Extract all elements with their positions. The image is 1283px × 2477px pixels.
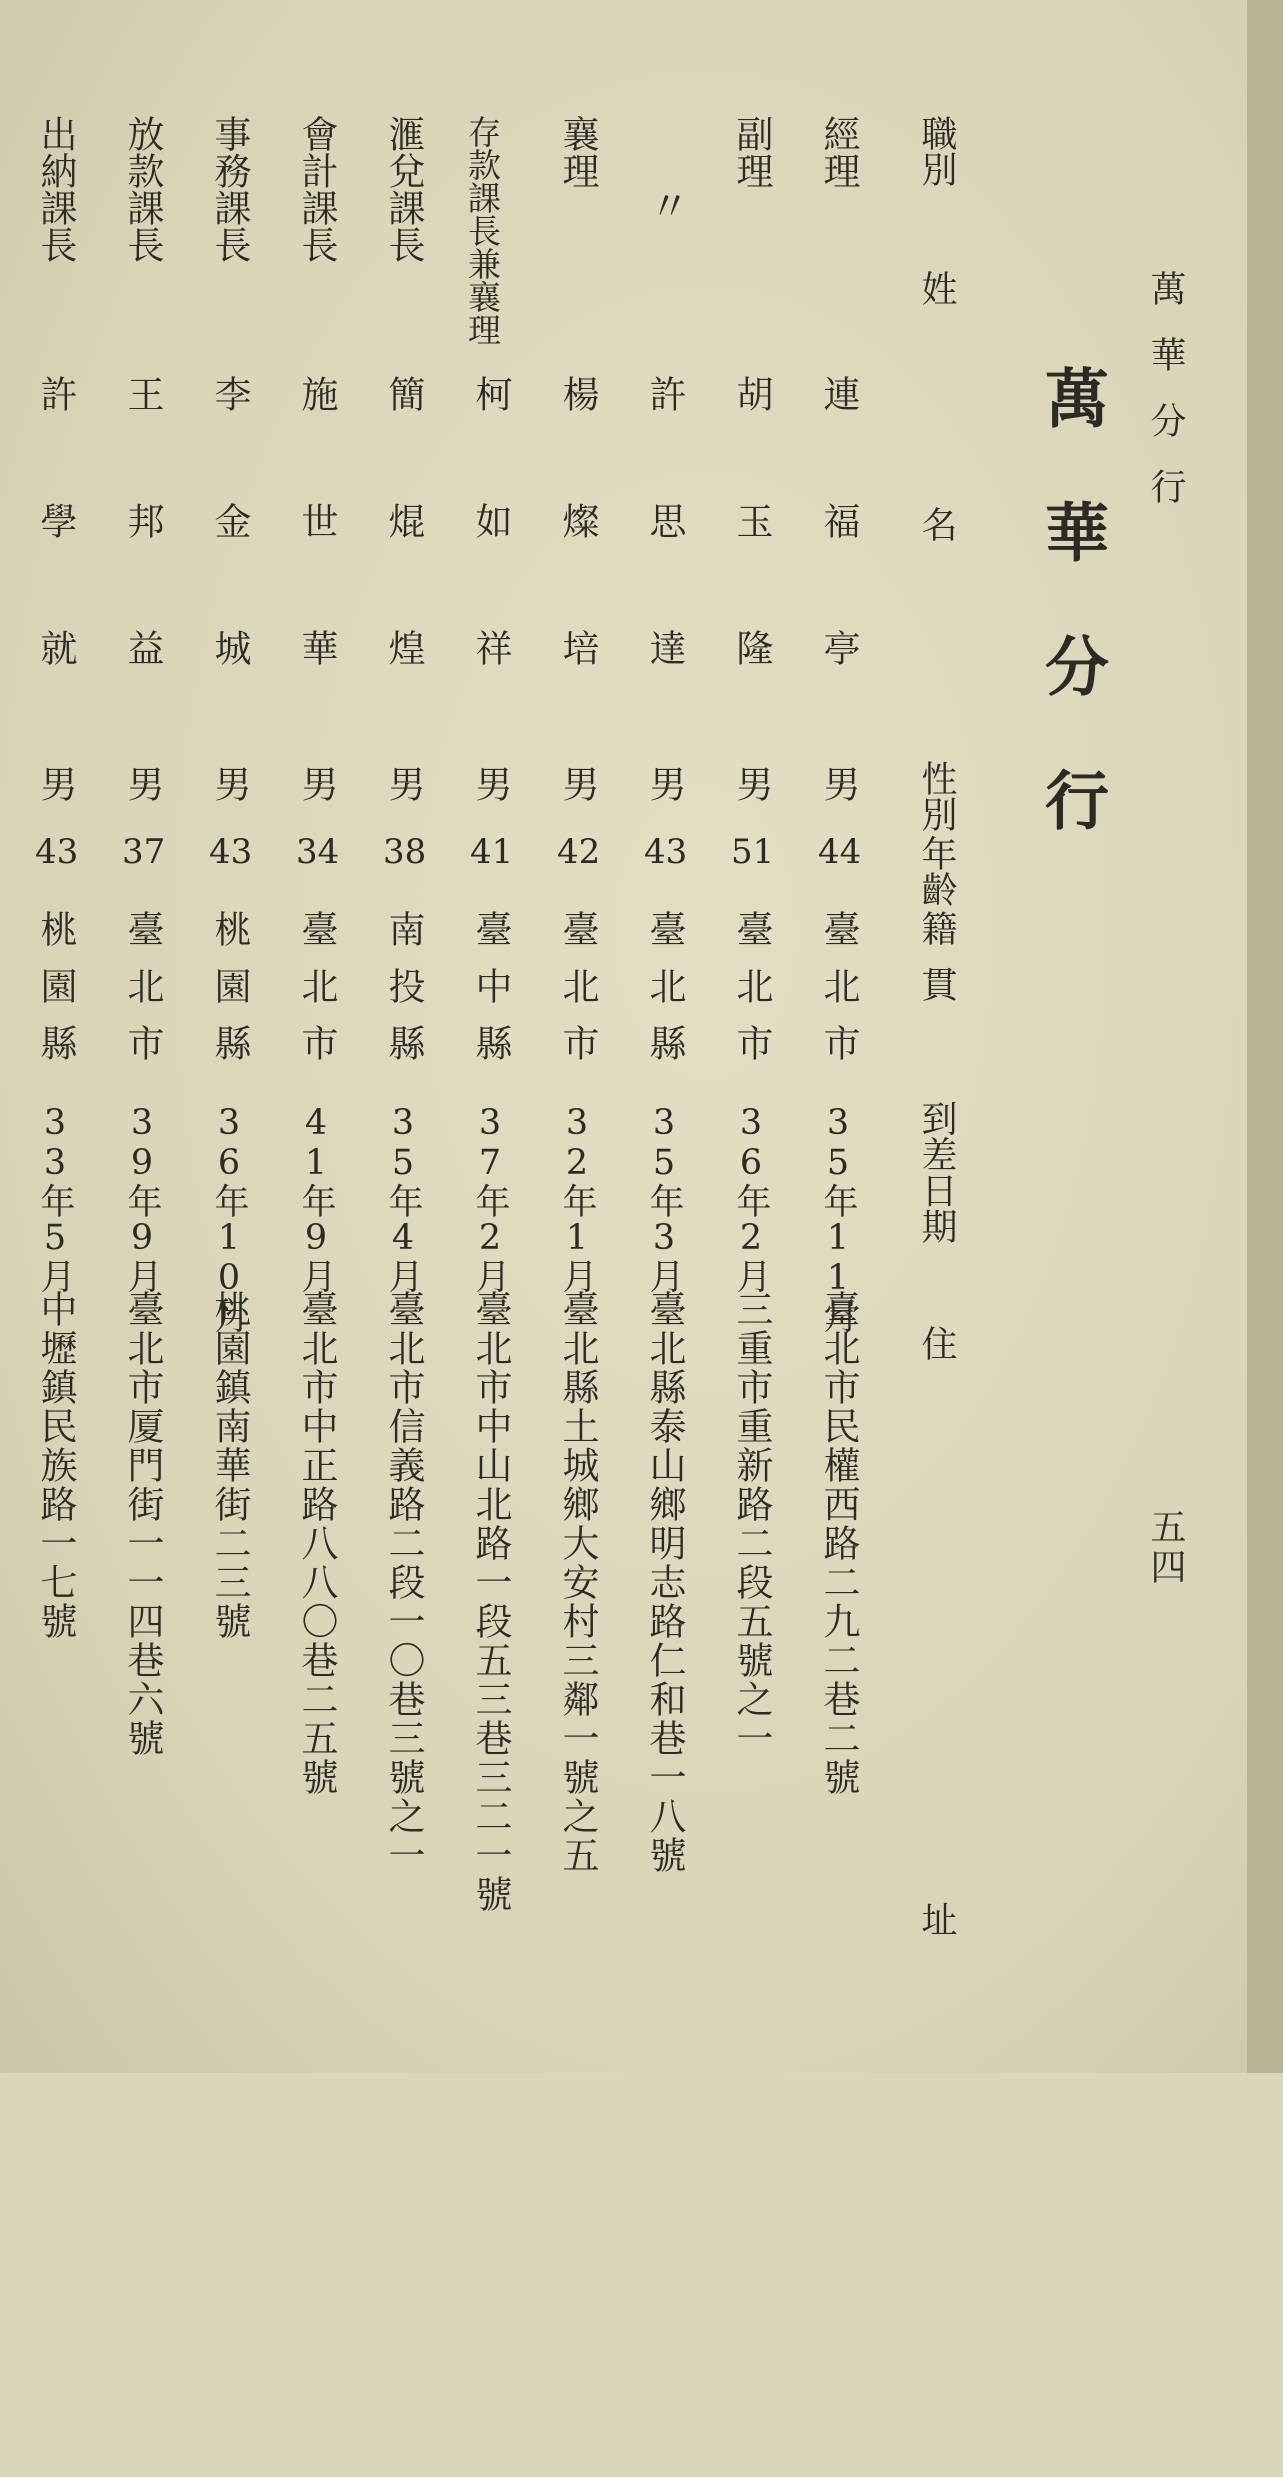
row-native: 臺北市 [817, 910, 860, 1081]
row-sex: 男 [121, 765, 164, 802]
row-addr: 臺北市信義路二段一〇巷三號之一 [382, 1290, 425, 1875]
row-age: 43 [35, 832, 79, 872]
row-native: 南投縣 [382, 910, 425, 1081]
row-addr: 臺北市中正路八八〇巷二五號 [295, 1290, 338, 1797]
row-name: 連福亭 [817, 375, 860, 756]
row-date: 35年3月 [644, 1103, 684, 1293]
row-title: 副理 [730, 115, 773, 189]
row-addr: 臺北市民權西路二九二巷二號 [817, 1290, 860, 1797]
row-name: 楊燦培 [556, 375, 599, 756]
row-date: 37年2月 [470, 1103, 510, 1293]
row-age: 51 [731, 832, 775, 872]
row-native: 臺中縣 [469, 910, 512, 1081]
row-sex: 男 [382, 765, 425, 802]
row-title: 會計課長 [295, 115, 338, 263]
page-number: 五四 [1145, 1508, 1186, 1588]
row-addr: 臺北市中山北路一段五三巷三二一號 [469, 1290, 512, 1914]
row-date: 36年10月 [209, 1103, 249, 1333]
row-title: 經理 [817, 115, 860, 189]
header-age: 年齡 [916, 835, 957, 907]
row-age: 34 [296, 832, 340, 872]
row-sex: 男 [295, 765, 338, 802]
header-addr: 住址 [916, 1325, 957, 2477]
page-edge [1247, 0, 1283, 2073]
row-title: 滙兌課長 [382, 115, 425, 263]
row-sex: 男 [817, 765, 860, 802]
row-addr: 桃園鎮南華街二三號 [208, 1290, 251, 1641]
row-date: 36年2月 [731, 1103, 771, 1293]
row-native: 臺北市 [295, 910, 338, 1081]
header-native: 籍貫 [916, 910, 957, 1022]
running-head: 萬華分行 [1145, 270, 1186, 534]
row-addr: 臺北市厦門街一一四巷六號 [121, 1290, 164, 1758]
row-native: 臺北縣 [643, 910, 686, 1081]
header-title: 職別 [916, 115, 957, 187]
row-addr: 三重市重新路二段五號之一 [730, 1290, 773, 1758]
row-native: 臺北市 [730, 910, 773, 1081]
row-sex: 男 [469, 765, 512, 802]
row-age: 41 [470, 832, 514, 872]
row-age: 44 [818, 832, 862, 872]
row-name: 許思達 [643, 375, 686, 756]
row-age: 42 [557, 832, 601, 872]
row-name: 柯如祥 [469, 375, 512, 756]
row-title: 放款課長 [121, 115, 164, 263]
row-age: 43 [209, 832, 253, 872]
row-title: 事務課長 [208, 115, 251, 263]
row-addr: 中壢鎮民族路一七號 [34, 1290, 77, 1641]
row-sex: 男 [556, 765, 599, 802]
row-name: 胡玉隆 [730, 375, 773, 756]
header-name: 姓名 [916, 270, 957, 742]
row-date: 39年9月 [122, 1103, 162, 1293]
row-name: 許學就 [34, 375, 77, 756]
row-name: 施世華 [295, 375, 338, 756]
row-name: 簡焜煌 [382, 375, 425, 756]
row-sex: 男 [34, 765, 77, 802]
row-native: 桃園縣 [208, 910, 251, 1081]
row-native: 桃園縣 [34, 910, 77, 1081]
row-name: 李金城 [208, 375, 251, 756]
row-title: 襄理 [556, 115, 599, 189]
row-date: 35年4月 [383, 1103, 423, 1293]
row-name: 王邦益 [121, 375, 164, 756]
row-sex: 男 [730, 765, 773, 802]
row-date: 32年1月 [557, 1103, 597, 1293]
row-age: 38 [383, 832, 427, 872]
row-sex: 男 [643, 765, 686, 802]
row-title: 存款課長兼襄理 [463, 115, 502, 346]
row-age: 37 [122, 832, 166, 872]
header-sex: 性別 [916, 760, 957, 832]
row-date: 33年5月 [35, 1103, 75, 1293]
page-title: 萬華分行 [1034, 365, 1109, 901]
row-sex: 男 [208, 765, 251, 802]
row-date: 41年9月 [296, 1103, 336, 1293]
row-date: 35年11月 [818, 1103, 858, 1333]
row-native: 臺北市 [121, 910, 164, 1081]
row-title: 出納課長 [34, 115, 77, 263]
row-addr: 臺北縣泰山鄉明志路仁和巷一八號 [643, 1290, 686, 1875]
row-title: 〃 [643, 185, 689, 225]
row-native: 臺北市 [556, 910, 599, 1081]
header-date: 到差日期 [916, 1100, 957, 1244]
row-age: 43 [644, 832, 688, 872]
row-addr: 臺北縣土城鄉大安村三鄰一號之五 [556, 1290, 599, 1875]
